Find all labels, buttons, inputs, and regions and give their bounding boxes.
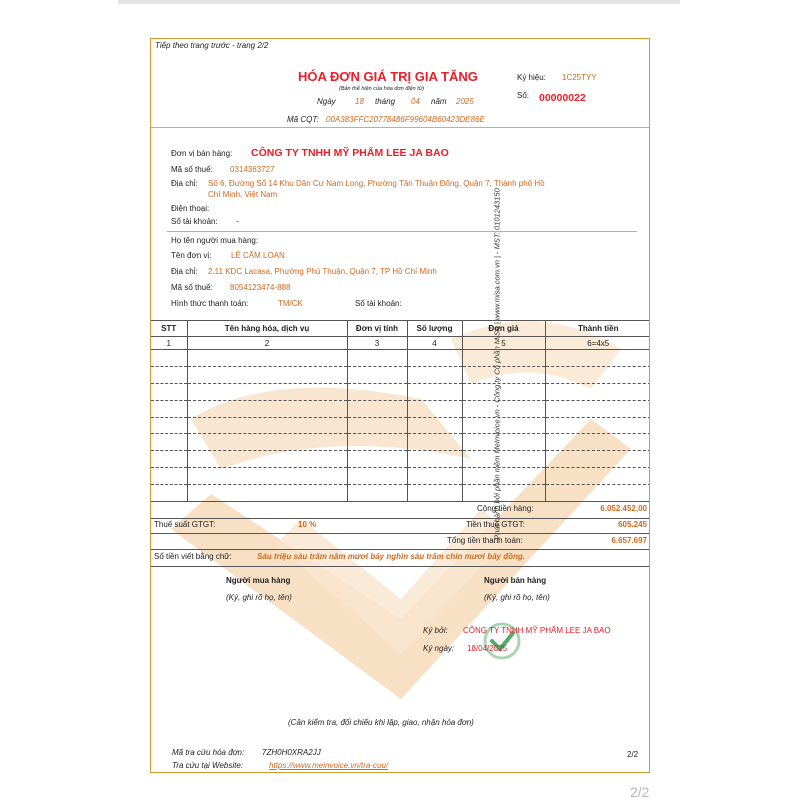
buyer-name-label: Họ tên người mua hàng: [171,236,259,245]
col-number: 5 [462,337,545,350]
payment-label: Hình thức thanh toán: [171,299,249,308]
side-publisher-note: Phát hành bởi phần mềm MeInvoice.vn - Công ty Cổ phần MISA | www.misa.com.vn | - MST: 0101243150 [492,188,502,540]
invoice-page [150,38,650,773]
lookup-code: 7ZH0H0XRA2JJ [262,748,321,757]
seller-tax-label: Mã số thuế: [171,165,213,174]
seller-account-label: Số tài khoản: [171,217,218,226]
continuation-note: Tiếp theo trang trước - trang 2/2 [155,41,269,50]
amount-words-value: Sáu triệu sáu trăm năm mươi bảy nghìn sáu trăm chín mươi bảy đồng. [257,552,525,561]
table-header-row [151,321,650,337]
table-row [151,417,650,434]
invoice-number: 00000022 [539,92,586,104]
col-header: Số lượng [407,321,462,337]
col-number: 1 [151,337,187,350]
buyer-unit-label: Tên đơn vị: [171,251,212,260]
divider [151,566,650,567]
seller-phone-label: Điện thoại: [171,204,210,213]
top-scrollbar-strip [118,0,680,4]
col-number: 2 [187,337,347,350]
vat-amount-label: Tiền thuế GTGT: [466,520,525,529]
col-header: Đơn vị tính [347,321,407,337]
divider [151,549,650,550]
year-label: năm [431,97,447,106]
signed-date-value: 18/04/2025 [467,644,508,653]
check-note: (Cần kiểm tra, đối chiếu khi lập, giao, nhận hóa đơn) [288,718,474,727]
seller-tax: 0314363727 [230,165,275,174]
seller-address-label: Địa chỉ: [171,179,198,188]
subtotal-value: 6.052.452,00 [600,504,647,513]
table-row [151,468,650,485]
table-row [151,400,650,417]
seller-unit: CÔNG TY TNHH MỸ PHẨM LEE JA BAO [251,147,449,159]
buyer-signature-title: Người mua hàng [226,576,291,585]
buyer-unit: LÊ CẨM LOAN [231,251,285,260]
divider [151,518,650,519]
table-row [151,350,650,367]
day-value: 18 [355,97,364,106]
vat-amount-value: 605.245 [618,520,647,529]
seller-signature-title: Người bán hàng [484,576,547,585]
table-row [151,383,650,400]
signed-date-label: Ký ngày: [423,644,455,653]
column-number-row [151,337,650,350]
col-header: Thành tiền [545,321,650,337]
table-row [151,451,650,468]
total-label: Tổng tiền thanh toán: [447,536,523,545]
divider [167,231,637,232]
payment-method: TM/CK [278,299,303,308]
vat-rate-value: 10 % [298,520,317,529]
divider [151,127,650,128]
col-number: 3 [347,337,407,350]
buyer-address: 2.11 KDC Lacasa, Phường Phú Thuận, Quận 7, TP Hồ Chí Minh [208,267,437,276]
seller-address-line1: Số 6, Đường Số 14 Khu Dân Cư Nam Long, Phường Tân Thuận Đông, Quận 7, Thành phố Hồ [208,179,545,188]
number-label: Số: [517,91,530,100]
subtotal-label: Cộng tiền hàng: [477,504,534,513]
seller-unit-label: Đơn vị bán hàng: [171,149,233,158]
buyer-signature-note: (Ký, ghi rõ họ, tên) [226,593,292,602]
table-row [151,485,650,502]
amount-words-label: Số tiền viết bằng chữ: [154,552,232,561]
invoice-title: HÓA ĐƠN GIÁ TRỊ GIA TĂNG [298,69,478,84]
buyer-tax-label: Mã số thuế: [171,283,213,292]
viewer-page-counter: 2/2 [630,784,650,800]
symbol-label: Ký hiệu: [517,73,546,82]
col-number: 4 [407,337,462,350]
buyer-account-label: Số tài khoản: [355,299,402,308]
seller-address-line2: Chí Minh, Việt Nam [208,190,278,199]
col-header: Đơn giá [462,321,545,337]
cqt-code: 00A383FFC20778486F99604B60423DE86E [326,115,485,124]
buyer-address-label: Địa chỉ: [171,267,198,276]
table-row [151,366,650,383]
lookup-code-label: Mã tra cứu hóa đơn: [172,748,245,757]
month-label: tháng [375,97,396,106]
day-label: Ngày [317,97,336,106]
cqt-label: Mã CQT: [287,115,319,124]
lookup-site-link[interactable]: https://www.meinvoice.vn/tra-cuu/ [269,761,389,770]
items-table [151,320,650,502]
seller-signature-note: (Ký, ghi rõ họ, tên) [484,593,550,602]
vat-rate-label: Thuế suất GTGT: [154,520,216,529]
invoice-subtitle: (Bản thể hiện của hóa đơn điện tử) [339,86,425,92]
symbol-value: 1C25TYY [562,73,597,82]
buyer-tax: 8054123474-888 [230,283,291,292]
col-header: STT [151,321,187,337]
col-number: 6=4x5 [545,337,650,350]
year-value: 2025 [456,97,474,106]
table-row [151,434,650,451]
divider [151,533,650,534]
month-value: 04 [411,97,420,106]
total-value: 6.657.697 [611,536,647,545]
footer-page-number: 2/2 [627,750,639,759]
signed-by-label: Ký bởi: [423,626,448,635]
seller-account: - [236,217,239,226]
col-header: Tên hàng hóa, dịch vụ [187,321,347,337]
signed-by-value: CÔNG TY TNHH MỸ PHẨM LEE JA BAO [463,626,611,635]
lookup-site-label: Tra cứu tại Website: [172,761,244,770]
